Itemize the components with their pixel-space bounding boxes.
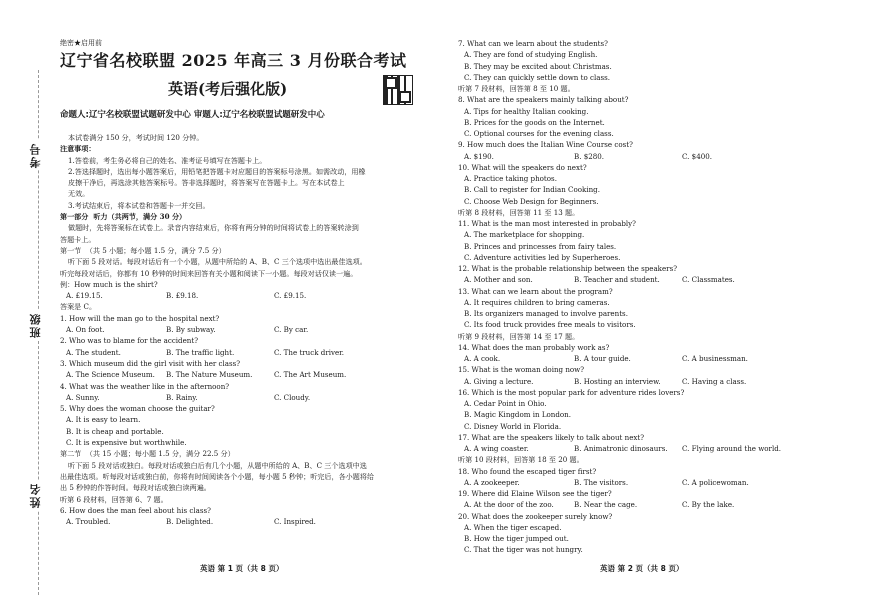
option-b: B. Hosting an interview. bbox=[574, 376, 661, 386]
option-a: A. On foot. bbox=[66, 325, 105, 335]
option-a: A. A zookeeper. bbox=[464, 477, 520, 487]
instruction-line: 听下面 5 段对话或独白。每段对话或独白后有几个小题，从题中所给的 A、B、C 三个选项中选 bbox=[68, 460, 367, 470]
question-stem: 听第 10 段材料，回答第 18 至 20 题。 bbox=[458, 455, 584, 465]
part-heading: 第一部分 听力（共两节，满分 30 分） bbox=[60, 212, 187, 222]
question-stem: 听第 7 段材料，回答第 8 至 10 题。 bbox=[458, 84, 575, 93]
name-label: 姓名 bbox=[29, 482, 42, 508]
question-stem: 1. How will the man go to the hospital next? bbox=[60, 313, 220, 323]
notice-line: 注意事项： bbox=[60, 144, 96, 154]
option-c: C. A policewoman. bbox=[682, 477, 749, 487]
notice-line: 1.答卷前，考生务必将自己的姓名、准考证号填写在答题卡上。 bbox=[68, 155, 267, 165]
option-c: C. £9.15. bbox=[274, 291, 307, 301]
option-line: B. Princes and princesses from fairy tales. bbox=[464, 241, 617, 251]
question-options bbox=[60, 347, 438, 358]
instruction-line: 出最佳选项。听每段对话或独白前，你将有时间阅读各个小题，每小题 5 秒钟；听完后，各小题将给 bbox=[60, 471, 375, 481]
exam-number-label: 考号 bbox=[29, 142, 42, 168]
option-a: A. The Science Museum. bbox=[66, 370, 155, 380]
option-c: C. The Art Museum. bbox=[274, 370, 347, 380]
option-line: A. It requires children to bring cameras. bbox=[464, 297, 610, 307]
question-stem: 6. How does the man feel about his class? bbox=[60, 505, 211, 515]
confidential-mark: 绝密★启用前 bbox=[60, 39, 102, 47]
option-b: B. The traffic light. bbox=[166, 347, 235, 357]
option-c: C. Flying around the world. bbox=[682, 444, 782, 453]
question-options bbox=[458, 353, 863, 364]
option-line: B. They may be excited about Christmas. bbox=[464, 61, 612, 71]
question-stem: 18. Who found the escaped tiger first? bbox=[458, 466, 597, 476]
example-answer: 答案是 C。 bbox=[60, 302, 97, 312]
option-line: C. Its food truck provides free meals to visitors. bbox=[464, 320, 636, 330]
option-a: A. Mother and son. bbox=[464, 275, 533, 285]
authors-line: 命题人:辽宁名校联盟试题研发中心 审题人:辽宁名校联盟试题研发中心 bbox=[60, 110, 325, 120]
option-line: B. Call to register for Indian Cooking. bbox=[464, 185, 600, 195]
example-question: 例：How much is the shirt? bbox=[60, 279, 158, 289]
option-b: B. Near the cage. bbox=[574, 500, 638, 510]
question-stem: 11. What is the man most interested in probably? bbox=[458, 219, 636, 228]
option-b: B. By subway. bbox=[166, 325, 216, 335]
option-c: C. Having a class. bbox=[682, 376, 747, 386]
option-a: A. A cook. bbox=[464, 354, 501, 363]
question-stem: 2. Who was to blame for the accident? bbox=[60, 336, 199, 346]
notice-line: 本试卷满分 150 分，考试时间 120 分钟。 bbox=[68, 133, 204, 142]
option-c: C. Cloudy. bbox=[274, 392, 311, 402]
question-stem: 8. What are the speakers mainly talking about? bbox=[458, 95, 629, 105]
subject-title: 英语(考后强化版) bbox=[168, 80, 288, 98]
option-c: C. A businessman. bbox=[682, 354, 748, 363]
question-stem: 16. Which is the most popular park for adventure rides lovers? bbox=[458, 387, 685, 397]
option-c: C. $400. bbox=[682, 151, 712, 161]
option-line: A. Practice taking photos. bbox=[464, 174, 557, 183]
question-stem: 17. What are the speakers likely to talk about next? bbox=[458, 432, 645, 442]
instruction-line: 出 5 秒钟的作答时间。每段对话或独白读两遍。 bbox=[60, 483, 211, 493]
right-column bbox=[458, 38, 863, 556]
option-b: B. The visitors. bbox=[574, 477, 629, 487]
question-options bbox=[60, 369, 438, 380]
option-a: A. The student. bbox=[66, 347, 121, 357]
option-line: A. It is easy to learn. bbox=[66, 415, 141, 425]
question-options bbox=[458, 151, 863, 162]
left-column bbox=[60, 132, 438, 527]
question-stem: 19. Where did Elaine Wilson see the tiger? bbox=[458, 489, 612, 498]
page-footer-left: 英语 第 1 页（共 8 页） bbox=[200, 564, 284, 573]
option-b: B. Rainy. bbox=[166, 392, 198, 402]
question-stem: 7. What can we learn about the students? bbox=[458, 39, 608, 48]
option-line: A. Tips for healthy Italian cooking. bbox=[464, 106, 589, 116]
class-label: 班级 bbox=[29, 312, 42, 338]
option-c: C. Inspired. bbox=[274, 517, 316, 527]
option-line: C. That the tiger was not hungry. bbox=[464, 545, 583, 555]
question-options bbox=[458, 477, 863, 488]
question-stem: 听第 9 段材料，回答第 14 至 17 题。 bbox=[458, 331, 580, 341]
option-c: C. The truck driver. bbox=[274, 347, 345, 357]
question-stem: 10. What will the speakers do next? bbox=[458, 162, 587, 172]
notice-line: 无效。 bbox=[68, 189, 90, 199]
option-a: A. At the door of the zoo. bbox=[464, 500, 554, 510]
instruction-line: 听完每段对话后，你都有 10 秒钟的时间来回答有关小题和阅读下一小题。每段对话仅读一遍。 bbox=[60, 268, 358, 278]
question-options bbox=[458, 499, 863, 510]
option-line: C. Optional courses for the evening class. bbox=[464, 129, 614, 138]
option-c: C. Classmates. bbox=[682, 275, 735, 285]
question-options bbox=[60, 392, 438, 403]
option-line: C. Adventure activities led by Superheroes. bbox=[464, 252, 621, 262]
instruction-line: 答题卡上。 bbox=[60, 234, 96, 244]
option-a: A. Troubled. bbox=[66, 517, 111, 527]
question-stem: 20. What does the zookeeper surely know? bbox=[458, 511, 613, 521]
question-options bbox=[458, 274, 863, 285]
option-line: C. Disney World in Florida. bbox=[464, 421, 562, 431]
option-line: A. When the tiger escaped. bbox=[464, 522, 562, 532]
option-a: A. £19.15. bbox=[66, 291, 103, 301]
option-line: B. How the tiger jumped out. bbox=[464, 534, 569, 543]
question-stem: 9. How much does the Italian Wine Course cost? bbox=[458, 140, 633, 150]
option-c: C. By the lake. bbox=[682, 500, 735, 510]
option-b: B. The Nature Museum. bbox=[166, 370, 253, 380]
example-options bbox=[60, 290, 438, 301]
option-a: A. Giving a lecture. bbox=[464, 376, 534, 386]
option-line: B. Prices for the goods on the Internet. bbox=[464, 117, 605, 127]
notice-line: 皮擦干净后，再选涂其他答案标号。答非选择题时，将答案写在答题卡上。写在本试卷上 bbox=[68, 178, 345, 188]
option-a: A. $190. bbox=[464, 151, 494, 161]
option-line: A. Cedar Point in Ohio. bbox=[464, 399, 547, 408]
instruction-line: 做题时，先将答案标在试卷上。录音内容结束后，你将有两分钟的时间将试卷上的答案转涂到 bbox=[68, 223, 359, 233]
question-stem: 5. Why does the woman choose the guitar? bbox=[60, 404, 215, 414]
instruction-line: 听下面 5 段对话。每段对话后有一个小题，从题中所给的 A、B、C 三个选项中选出最佳选项。 bbox=[68, 257, 367, 267]
option-b: B. Teacher and student. bbox=[574, 275, 660, 285]
question-stem: 4. What was the weather like in the afternoon? bbox=[60, 381, 230, 391]
option-b: B. $280. bbox=[574, 151, 605, 161]
option-line: C. They can quickly settle down to class. bbox=[464, 72, 611, 82]
question-options bbox=[60, 516, 438, 527]
question-stem: 13. What can we learn about the program? bbox=[458, 286, 613, 296]
option-b: B. A tour guide. bbox=[574, 354, 631, 363]
question-options bbox=[60, 324, 438, 335]
option-b: B. £9.18. bbox=[166, 291, 199, 301]
question-stem: 15. What is the woman doing now? bbox=[458, 365, 585, 375]
question-stem: 12. What is the probable relationship between the speakers? bbox=[458, 264, 678, 273]
option-line: B. Magic Kingdom in London. bbox=[464, 410, 572, 420]
question-stem: 听第 8 段材料，回答第 11 至 13 题。 bbox=[458, 207, 580, 217]
option-line: B. It is cheap and portable. bbox=[66, 426, 164, 436]
binding-margin bbox=[0, 0, 56, 599]
question-stem: 14. What does the man probably work as? bbox=[458, 342, 610, 352]
option-a: A. A wing coaster. bbox=[464, 444, 529, 453]
question-options bbox=[458, 376, 863, 387]
question-stem: 3. Which museum did the girl visit with her class? bbox=[60, 358, 241, 368]
question-options bbox=[458, 443, 863, 454]
option-c: C. By car. bbox=[274, 325, 309, 335]
option-line: C. Choose Web Design for Beginners. bbox=[464, 196, 599, 206]
material-line: 听第 6 段材料，回答第 6、7 题。 bbox=[60, 494, 168, 504]
option-a: A. Sunny. bbox=[66, 392, 100, 402]
option-line: C. It is expensive but worthwhile. bbox=[66, 438, 187, 448]
option-line: A. The marketplace for shopping. bbox=[464, 230, 585, 240]
option-b: B. Animatronic dinosaurs. bbox=[574, 444, 668, 453]
page-footer-right: 英语 第 2 页（共 8 页） bbox=[600, 564, 684, 573]
notice-line: 2.答选择题时，选出每小题答案后，用铅笔把答题卡对应题目的答案标号涂黑。如需改动，用橡 bbox=[68, 166, 366, 176]
exam-title: 辽宁省名校联盟 2025 年高三 3 月份联合考试 bbox=[60, 51, 407, 70]
option-line: A. They are fond of studying English. bbox=[464, 50, 598, 60]
section-heading: 第二节 （共 15 小题；每小题 1.5 分，满分 22.5 分） bbox=[60, 449, 235, 459]
notice-line: 3.考试结束后，将本试卷和答题卡一并交回。 bbox=[68, 200, 210, 210]
option-b: B. Delighted. bbox=[166, 517, 214, 527]
option-line: B. Its organizers managed to involve parents. bbox=[464, 309, 628, 318]
qr-code-icon bbox=[383, 75, 413, 105]
section-heading: 第一节 （共 5 小题；每小题 1.5 分，满分 7.5 分） bbox=[60, 245, 226, 255]
